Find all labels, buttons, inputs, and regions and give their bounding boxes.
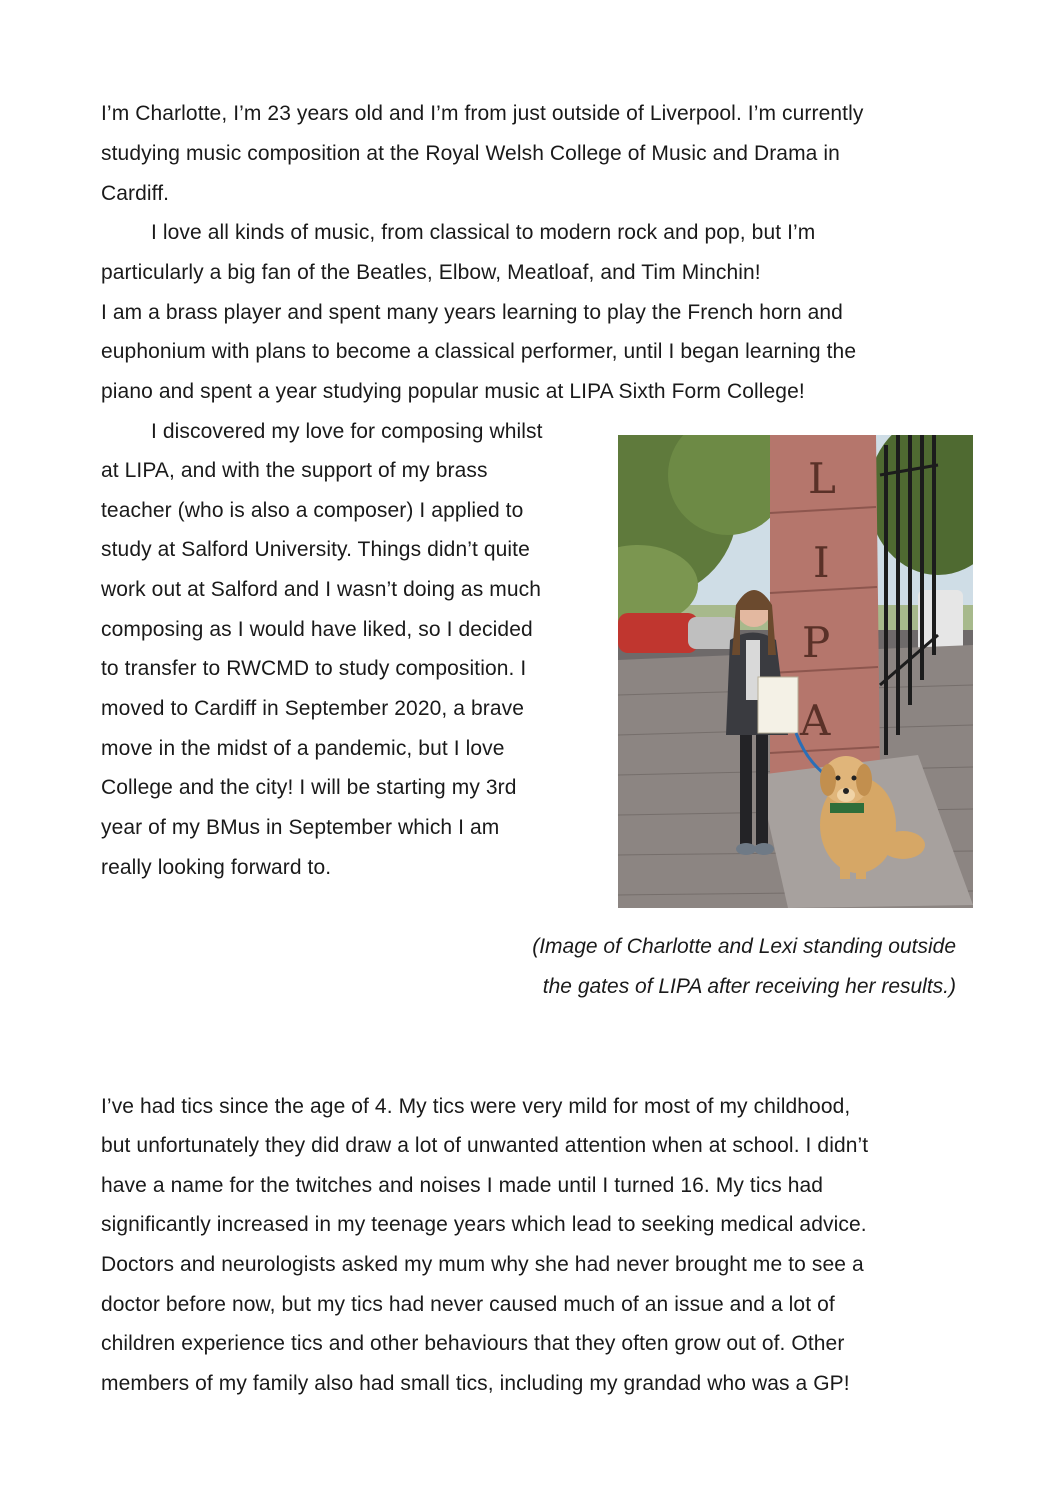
composing-line: teacher (who is also a composer) I applied to <box>101 499 524 522</box>
composing-line: really looking forward to. <box>101 856 332 879</box>
sign-letter: I <box>813 538 830 587</box>
composing-line: work out at Salford and I wasn’t doing as much <box>101 578 542 601</box>
composing-line: study at Salford University. Things didn’t quite <box>101 538 530 561</box>
photo-caption-line: (Image of Charlotte and Lexi standing outside <box>532 935 956 958</box>
sign-letter: A <box>800 696 831 745</box>
composing-line: year of my BMus in September which I am <box>101 816 500 839</box>
composing-line: moved to Cardiff in September 2020, a brave <box>101 697 524 720</box>
intro-line: Cardiff. <box>101 182 170 205</box>
photo-illustration <box>618 435 973 908</box>
composing-line: I discovered my love for composing whilst <box>151 420 543 443</box>
photo-caption-line: the gates of LIPA after receiving her results.) <box>542 975 956 998</box>
music-line: euphonium with plans to become a classical performer, until I began learning the <box>101 340 857 363</box>
composing-line: move in the midst of a pandemic, but I love <box>101 737 505 760</box>
sign-letter: P <box>802 618 831 667</box>
music-line: I love all kinds of music, from classical to modern rock and pop, but I’m <box>151 221 816 244</box>
music-line: particularly a big fan of the Beatles, Elbow, Meatloaf, and Tim Minchin! <box>101 261 761 284</box>
composing-line: composing as I would have liked, so I decided <box>101 618 533 641</box>
music-line: piano and spent a year studying popular music at LIPA Sixth Form College! <box>101 380 805 403</box>
tics-line: have a name for the twitches and noises I made until I turned 16. My tics had <box>101 1174 824 1197</box>
tics-line: I’ve had tics since the age of 4. My tics were very mild for most of my childhood, <box>101 1095 851 1118</box>
tics-line: but unfortunately they did draw a lot of unwanted attention when at school. I didn’t <box>101 1134 869 1157</box>
composing-line: College and the city! I will be starting my 3rd <box>101 776 517 799</box>
composing-line: to transfer to RWCMD to study composition. I <box>101 657 527 680</box>
sign-letter: L <box>808 454 836 503</box>
intro-line: studying music composition at the Royal Welsh College of Music and Drama in <box>101 142 840 165</box>
photo-charlotte-and-lexi <box>618 435 973 908</box>
tics-line: Doctors and neurologists asked my mum why she had never brought me to see a <box>101 1253 864 1276</box>
intro-line: I’m Charlotte, I’m 23 years old and I’m from just outside of Liverpool. I’m currently <box>101 102 864 125</box>
tics-line: children experience tics and other behaviours that they often grow out of. Other <box>101 1332 845 1355</box>
music-line: I am a brass player and spent many years learning to play the French horn and <box>101 301 843 324</box>
tics-line: significantly increased in my teenage years which lead to seeking medical advice. <box>101 1213 867 1236</box>
tics-line: doctor before now, but my tics had never caused much of an issue and a lot of <box>101 1293 835 1316</box>
tics-line: members of my family also had small tics, including my grandad who was a GP! <box>101 1372 850 1395</box>
composing-line: at LIPA, and with the support of my brass <box>101 459 488 482</box>
